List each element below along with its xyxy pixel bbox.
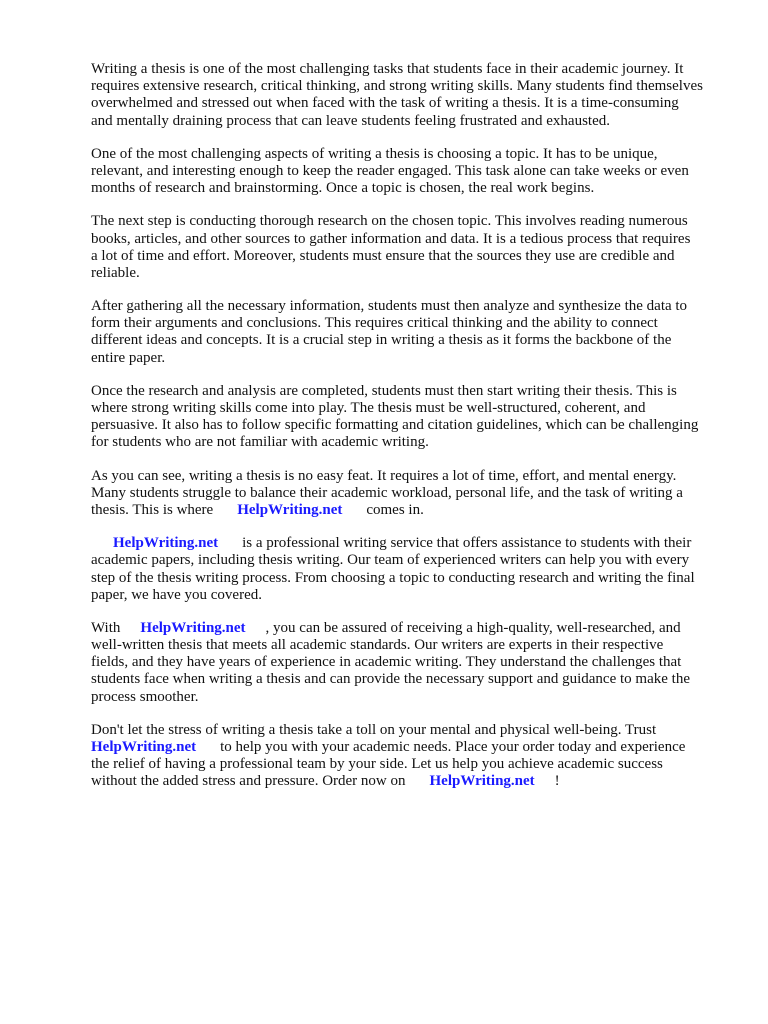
text-line: After gathering all the necessary information, students must then analyze and synthesize the data to bbox=[91, 298, 688, 315]
text-line: One of the most challenging aspects of writing a thesis is choosing a topic. It has to be unique, bbox=[91, 145, 658, 162]
text-line: Once the research and analysis are completed, students must then start writing their thesis. This is bbox=[91, 382, 677, 399]
text-line bbox=[91, 535, 731, 552]
text-line: The next step is conducting thorough research on the chosen topic. This involves reading numerous bbox=[91, 213, 688, 230]
text-line: Many students struggle to balance their academic workload, personal life, and the task of writing a bbox=[91, 484, 683, 501]
text-line: process smoother. bbox=[91, 688, 199, 705]
text-line: paper, we have you covered. bbox=[91, 586, 262, 603]
document-body bbox=[91, 61, 731, 807]
text-line: entire paper. bbox=[91, 349, 166, 366]
text-line: reliable. bbox=[91, 264, 140, 281]
text-line: students face when writing a thesis and can provide the necessary support and guidance to make the bbox=[91, 671, 690, 688]
text-line: persuasive. It also has to follow specific formatting and citation guidelines, which can be challenging bbox=[91, 417, 699, 434]
paragraph-9 bbox=[91, 722, 731, 791]
text-line: and mentally draining process that can leave students feeling frustrated and exhausted. bbox=[91, 112, 610, 129]
text-segment: thesis. This is where bbox=[91, 501, 214, 518]
text-segment: without the added stress and pressure. Order now on bbox=[91, 773, 406, 790]
text-line bbox=[91, 739, 731, 756]
text-line: well-written thesis that meets all academic standards. Our writers are experts in their respective bbox=[91, 637, 664, 654]
paragraph-3 bbox=[91, 213, 731, 282]
helpwriting-link[interactable]: HelpWriting.net bbox=[237, 501, 343, 518]
text-line: the relief of having a professional team by your side. Let us help you achieve academic success bbox=[91, 756, 663, 773]
text-segment: With bbox=[91, 619, 121, 636]
paragraph-5 bbox=[91, 383, 731, 452]
text-line: fields, and they have years of experience in academic writing. They understand the challenges that bbox=[91, 654, 682, 671]
text-line: for students who are not familiar with academic writing. bbox=[91, 434, 429, 451]
helpwriting-link[interactable]: HelpWriting.net bbox=[140, 619, 246, 636]
text-line bbox=[91, 502, 731, 519]
paragraph-6 bbox=[91, 468, 731, 520]
text-line: books, articles, and other sources to gather information and data. It is a tedious process that requires bbox=[91, 230, 691, 247]
text-segment: , you can be assured of receiving a high-quality, well-researched, and bbox=[265, 619, 681, 636]
paragraph-8 bbox=[91, 620, 731, 706]
text-line: relevant, and interesting enough to keep the reader engaged. This task alone can take weeks or even bbox=[91, 162, 689, 179]
text-line: Writing a thesis is one of the most challenging tasks that students face in their academic journey. It bbox=[91, 61, 684, 77]
text-line: step of the thesis writing process. From choosing a topic to conducting research and writing the final bbox=[91, 569, 695, 586]
text-line: overwhelmed and stressed out when faced with the task of writing a thesis. It is a time-consuming bbox=[91, 95, 679, 112]
paragraph-4 bbox=[91, 298, 731, 367]
helpwriting-link[interactable]: HelpWriting.net bbox=[91, 739, 197, 755]
text-segment: to help you with your academic needs. Place your order today and experience bbox=[220, 739, 686, 755]
text-segment: ! bbox=[554, 773, 560, 790]
paragraph-1 bbox=[91, 61, 731, 130]
text-line: Don't let the stress of writing a thesis take a toll on your mental and physical well-being. Trust bbox=[91, 721, 657, 738]
text-line: As you can see, writing a thesis is no easy feat. It requires a lot of time, effort, and mental energy. bbox=[91, 467, 677, 484]
text-line: form their arguments and conclusions. This requires critical thinking and the ability to connect bbox=[91, 315, 658, 332]
helpwriting-link[interactable]: HelpWriting.net bbox=[113, 535, 219, 552]
text-segment: comes in. bbox=[366, 501, 424, 518]
text-segment: is a professional writing service that offers assistance to students with their bbox=[242, 535, 692, 552]
text-line: a lot of time and effort. Moreover, students must ensure that the sources they use are credible and bbox=[91, 247, 675, 264]
text-line bbox=[91, 773, 731, 790]
text-line: different ideas and concepts. It is a crucial step in writing a thesis as it forms the backbone of the bbox=[91, 332, 672, 349]
text-line: where strong writing skills come into play. The thesis must be well-structured, coherent, and bbox=[91, 400, 646, 416]
paragraph-7 bbox=[91, 535, 731, 604]
text-line bbox=[91, 620, 731, 637]
text-line: requires extensive research, critical thinking, and strong writing skills. Many students find themselves bbox=[91, 78, 703, 95]
text-line: months of research and brainstorming. Once a topic is chosen, the real work begins. bbox=[91, 180, 595, 197]
helpwriting-link[interactable]: HelpWriting.net bbox=[429, 773, 535, 790]
paragraph-2 bbox=[91, 146, 731, 198]
text-line: academic papers, including thesis writing. Our team of experienced writers can help you with every bbox=[91, 552, 690, 569]
